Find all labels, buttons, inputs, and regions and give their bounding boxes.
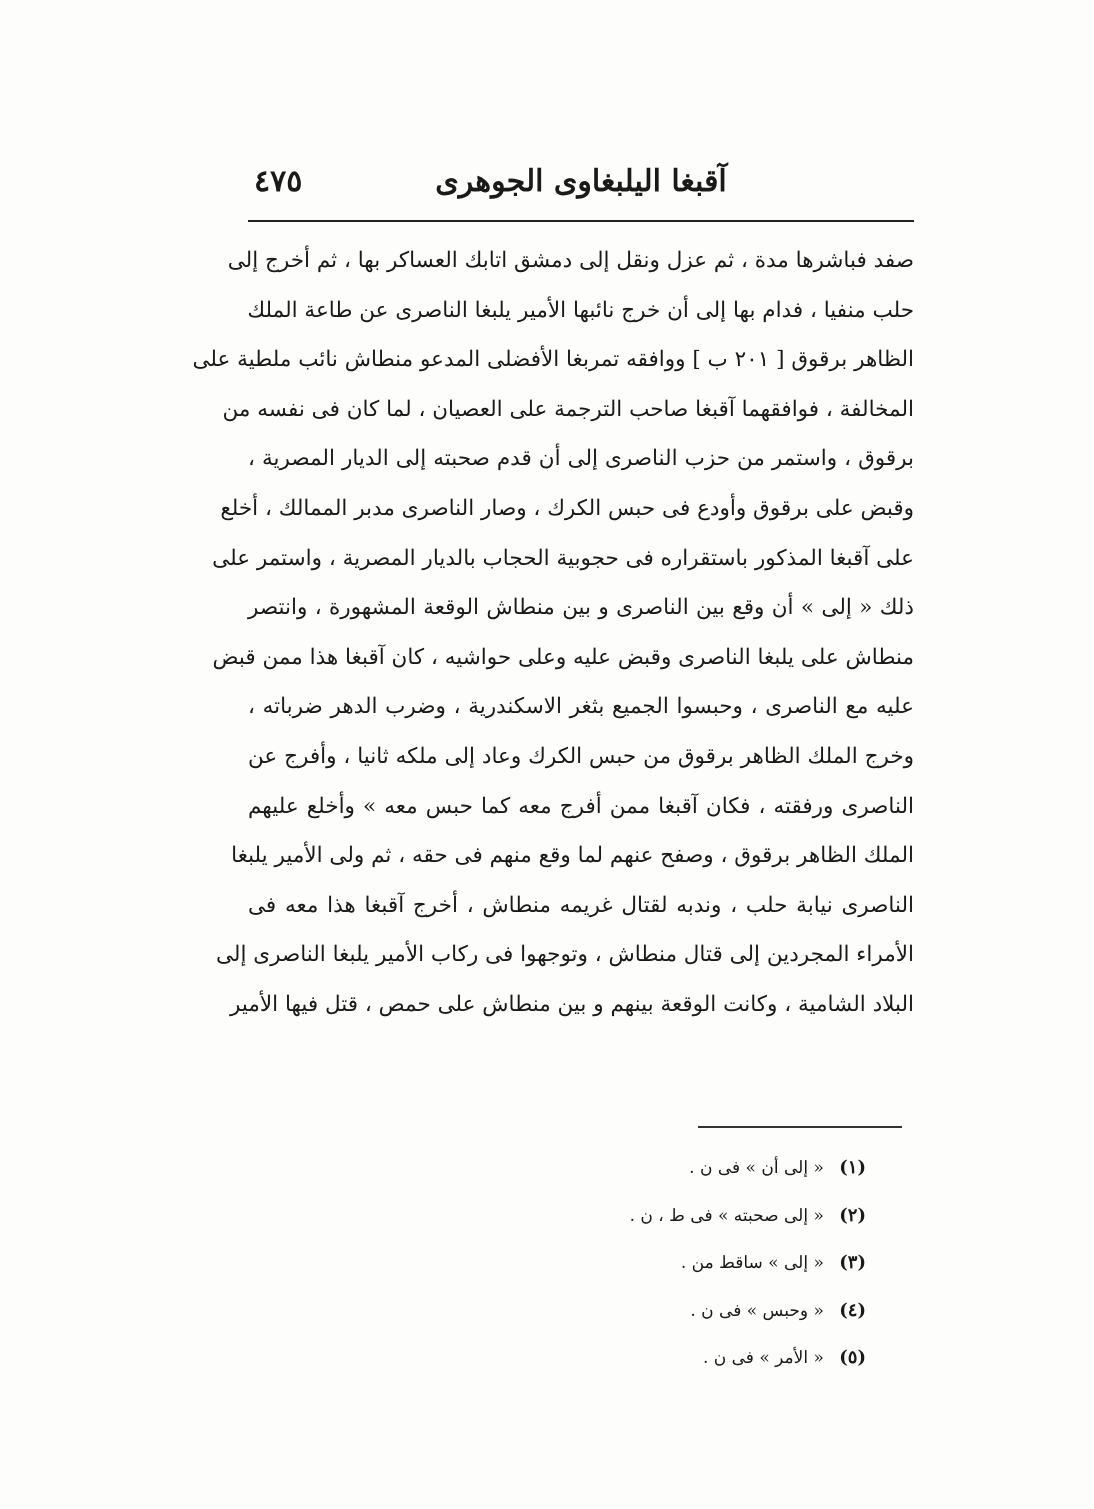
text-line: على آقبغا المذكور باستقراره فى حجوبية الحجاب بالديار المصرية ، واستمر على — [212, 545, 914, 571]
text-line: حلب منفيا ، فدام بها إلى أن خرج نائبها الأمير يلبغا الناصرى عن طاعة الملك — [247, 297, 914, 323]
footnote — [466, 1239, 866, 1287]
text-line: صفد فباشرها مدة ، ثم عزل ونقل إلى دمشق اتابك العساكر بها ، ثم أخرج إلى — [227, 248, 914, 273]
text-line: البلاد الشامية ، وكانت الوقعة بينهم و بين منطاش على حمص ، قتل فيها الأمير — [230, 991, 914, 1017]
text-line: وخرج الملك الظاهر برقوق من حبس الكرك وعاد إلى ملكه ثانيا ، وأفرج عن — [248, 743, 914, 769]
footnote — [466, 1144, 866, 1192]
text-line: برقوق ، واستمر من حزب الناصرى إلى أن قدم صحبته إلى الديار المصرية ، — [248, 446, 914, 472]
footnote-text: « إلى أن » فى ن . — [689, 1158, 824, 1178]
text-line: الناصرى نيابة حلب ، وندبه لقتال غريمه منطاش ، أخرج آقبغا هذا معه فى — [248, 892, 914, 918]
page-header — [248, 160, 914, 210]
footnote-number: (٤) — [839, 1299, 866, 1321]
running-title: آقبغا اليلبغاوى الجوهرى — [435, 164, 727, 199]
footnote — [466, 1334, 866, 1382]
text-line: منطاش على يلبغا الناصرى وقبض عليه وعلى حواشيه ، كان آقبغا هذا ممن قبض — [212, 644, 914, 670]
body-text — [192, 236, 914, 1030]
footnote-number: (٥) — [839, 1347, 866, 1368]
text-line: المخالفة ، فوافقهما آقبغا صاحب الترجمة على العصيان ، لما كان فى نفسه من — [222, 396, 914, 422]
header-rule — [248, 220, 914, 222]
footnote-text: « إلى » ساقط من . — [680, 1253, 824, 1273]
footnote-number: (٢) — [839, 1204, 866, 1226]
text-line: الأمراء المجردين إلى قتال منطاش ، وتوجهوا فى ركاب الأمير يلبغا الناصرى إلى — [215, 942, 914, 968]
text-line: عليه مع الناصرى ، وحبسوا الجميع بثغر الاسكندرية ، وضرب الدهر ضرباته ، — [248, 694, 914, 720]
text-line: الظاهر برقوق [ ٢٠١ ب ] ووافقه تمربغا الأفضلى المدعو منطاش نائب ملطية على — [192, 347, 914, 373]
text-line: الناصرى ورفقته ، فكان آقبغا ممن أفرج معه كما حبس معه » وأخلع عليهم — [248, 793, 914, 819]
footnote — [466, 1192, 866, 1240]
page-number: ٤٧٥ — [254, 164, 303, 199]
footnote-text: « إلى صحبته » فى ط ، ن . — [629, 1205, 824, 1226]
footnotes — [466, 1144, 866, 1382]
text-line: وقبض على برقوق وأودع فى حبس الكرك ، وصار الناصرى مدبر الممالك ، أخلع — [220, 495, 914, 521]
footnote-text: « وحبس » فى ن . — [690, 1300, 824, 1321]
footnote-text: « الأمر » فى ن . — [702, 1348, 824, 1368]
footnote-rule — [698, 1126, 902, 1128]
footnote-number: (٣) — [839, 1252, 866, 1273]
text-line: ذلك « إلى » أن وقع بين الناصرى و بين منطاش الوقعة المشهورة ، وانتصر — [248, 595, 914, 621]
text-line: الملك الظاهر برقوق ، وصفح عنهم لما وقع منهم فى حقه ، ثم ولى الأمير يلبغا — [231, 843, 914, 869]
footnote — [466, 1287, 866, 1335]
footnote-number: (١) — [839, 1157, 866, 1178]
